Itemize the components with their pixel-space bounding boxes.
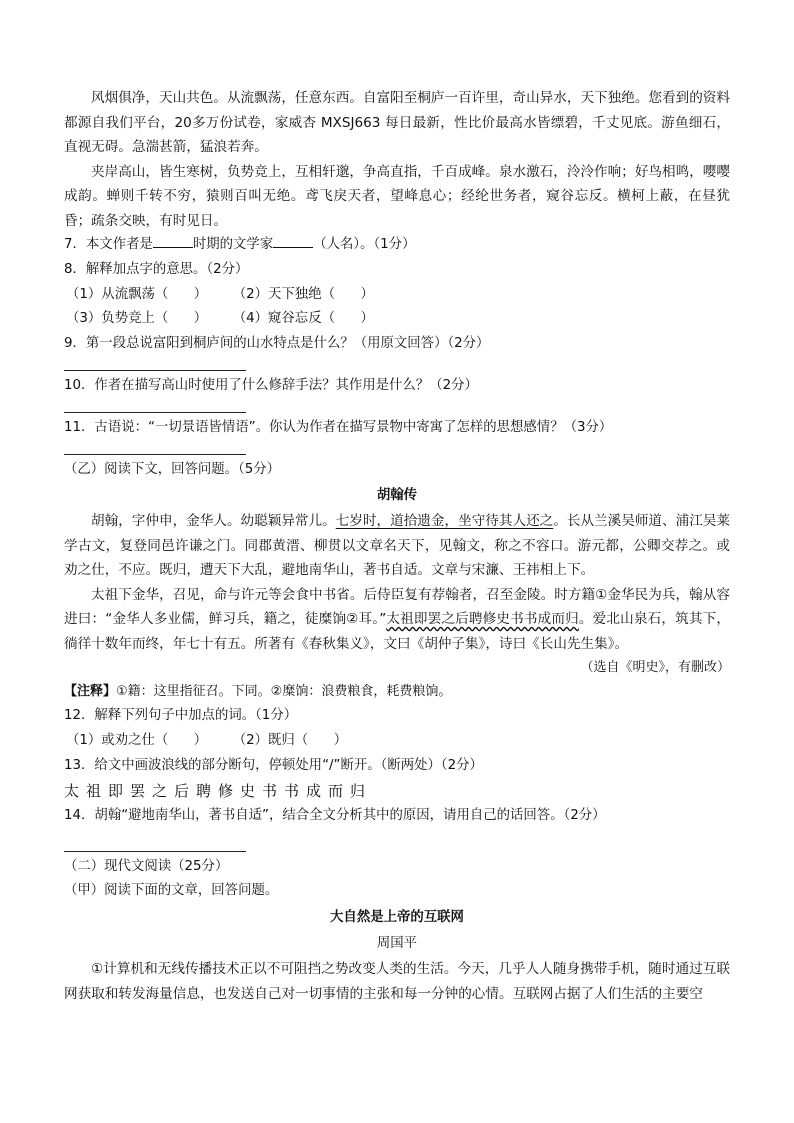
hu-han-paragraph-1 [64, 509, 730, 583]
question-7-part-b: 时期的文学家 [192, 237, 274, 252]
question-7 [64, 233, 730, 258]
hu-han-paragraph-2 [64, 583, 730, 657]
question-9: 9．第一段总说富阳到桐庐间的山水特点是什么？（用原文回答）（2分） [64, 336, 490, 352]
article-paragraph-1: ①计算机和无线传播技术正以不可阻挡之势改变人类的生活。今天，几乎人人随身携带手机，随时通过互联网获取和转发海量信息，也发送自己对一切事情的主张和每一分钟的心情。互联网占据了人们生活的主要空 [64, 961, 730, 1002]
hu-han-text: 。爱北山泉石，筑其下，徜徉十数年而终，年七十有五。所著有《春秋集义》，文曰《胡仲子集》，诗曰《长山先生集》。 [64, 611, 731, 652]
hu-han-text: 胡翰，字仲申，金华人。幼聪颖异常儿。 [91, 513, 336, 530]
hu-han-text: 。长从兰溪吴师道、浦江吴莱学古文，复登同邑许谦之门。同郡黄溍、柳贯以文章名天下，见翰文，称之不容口。游元都，公卿交荐之。或劝之仕，不应。既归，遭天下大乱，避地南华山，著书自适。文章与宋濂、王祎相上下。 [64, 513, 731, 579]
article-title: 大自然是上帝的互联网 [330, 910, 464, 926]
section-yi-header: （乙）阅读下文，回答问题。（5分） [64, 461, 281, 477]
passage-title-hu-han: 胡翰传 [376, 488, 418, 504]
section-2-header: （二）现代文阅读（25分） [64, 858, 229, 874]
answer-line[interactable] [64, 829, 246, 852]
question-8: 8．解释加点字的意思。（2分） [64, 261, 249, 277]
article-author: 周国平 [376, 936, 418, 952]
hu-han-text: 太祖下金华，召见，命与许元等会食中书省。后侍臣复有荐翰者，召至金陵。时方籍①金华民为兵，翰从容进曰：“金华人多业儒，鲜习兵，籍之，徒糜饷②耳。” [64, 586, 730, 628]
answer-line[interactable] [64, 357, 246, 371]
question-7-part-c: （人名）。（1分） [313, 237, 416, 252]
passage-paragraph-1: 风烟俱净，天山共色。从流飘荡，任意东西。自富阳至桐庐一百许里，奇山异水，天下独绝。您看到的资料都源自我们平台，20多万份试卷，家威杏 MXSJ663 每日最新，性比价最高水皆缥碧，千丈见底。游鱼细石，直视无碍。急湍甚箭，猛浪若奔。 [64, 90, 730, 155]
annotation [64, 680, 730, 704]
question-13: 13．给文中画波浪线的部分断句，停顿处用“/”断开。（断两处）（2分） [64, 757, 483, 773]
annotation-text: ①籍：这里指征召。下同。②糜饷：浪费粮食，耗费粮饷。 [116, 684, 452, 700]
question-13-sentence: 太祖即罢之后聘修史书书成而归 [64, 781, 373, 800]
underlined-sentence: 七岁时，道拾遗金，坐守待其人还之 [335, 513, 554, 530]
document-content [64, 86, 730, 1006]
question-8-row-2: （3）负势竞上（ ） （4）窥谷忘反（ ） [66, 311, 374, 327]
section-2-subheader: （甲）阅读下面的文章，回答问题。 [64, 883, 279, 899]
question-10: 10．作者在描写高山时使用了什么修辞手法？其作用是什么？（2分） [64, 377, 478, 393]
answer-blank[interactable] [153, 235, 193, 248]
question-11: 11．古语说：“一切景语皆情语”。你认为作者在描写景物中寄寓了怎样的思想感情？（3分） [64, 419, 613, 435]
passage-paragraph-2: 夹岸高山，皆生寒树，负势竞上，互相轩邈，争高直指，千百成峰。泉水激石，泠泠作响；好鸟相鸣，嘤嘤成韵。蝉则千转不穷，猿则百叫无绝。鸢飞戾天者，望峰息心；经纶世务者，窥谷忘反。横柯上蔽，在昼犹昏；疏条交映，有时见日。 [64, 163, 730, 229]
question-14: 14．胡翰“避地南华山，著书自适”，结合全文分析其中的原因，请用自己的话回答。（2分） [64, 807, 606, 823]
question-8-row-1: （1）从流飘荡（ ） （2）天下独绝（ ） [66, 286, 374, 302]
answer-blank[interactable] [273, 235, 313, 248]
wavy-underlined-sentence: 太祖即罢之后聘修史书书成而归 [386, 611, 579, 628]
answer-line[interactable] [64, 399, 246, 413]
source-citation: （选自《明史》，有删改） [580, 660, 730, 676]
question-12: 12．解释下列句子中加点的词。（1分） [64, 708, 298, 724]
question-12-row: （1）或劝之仕（ ） （2）既归（ ） [66, 733, 348, 749]
answer-line[interactable] [64, 441, 246, 455]
question-7-part-a: 7．本文作者是 [64, 237, 153, 252]
annotation-label: 【注释】 [64, 684, 117, 700]
